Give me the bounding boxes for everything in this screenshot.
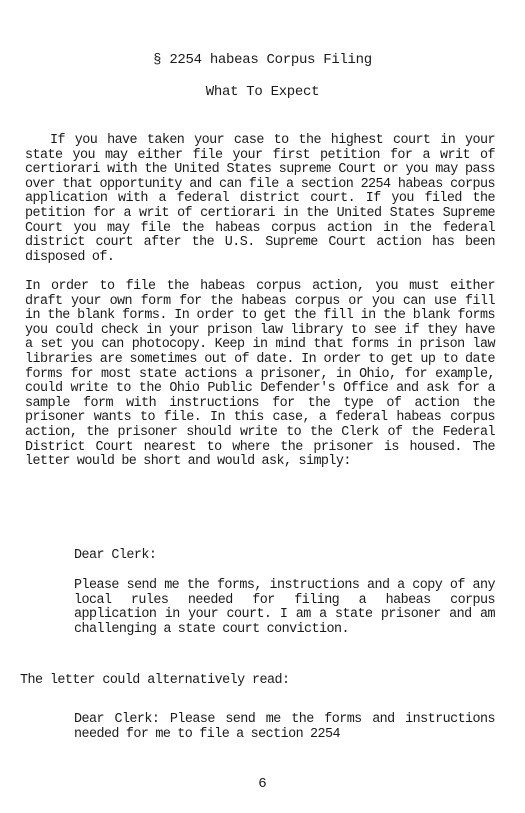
document-subtitle: What To Expect [205, 84, 320, 100]
paragraph-filing-options: If you have taken your case to the highest court in your state you may either file your first petition for a writ of certiorari with the United States supreme Court or you may pass over that opportunity and can file a section 2254 habeas corpus application with a federal district court. If you filed the petition for a writ of certiorari in the United States Supreme Court you may file the habeas corpus action in the federal district court after the U.S. Supreme Court action has been disposed of. [25, 133, 495, 265]
alternative-letter-intro: The letter could alternatively read: [20, 673, 290, 688]
sample-letter-body: Please send me the forms, instructions and a copy of any local rules needed for filing a habeas corpus application in your court. I am a state prisoner and am challenging a state court conviction. [74, 578, 495, 637]
letter-salutation: Dear Clerk: [74, 548, 157, 563]
paragraph-obtaining-forms: In order to file the habeas corpus action, you must either draft your own form for the habeas corpus or you can use fill in the blank forms. In order to get the fill in the blank forms you could check in your prison law library to see if they have a set you can photocopy. Keep in mind that forms in prison law libraries are sometimes out of date. In order to get up to date forms for most state actions a prisoner, in Ohio, for example, could write to the Ohio Public Defender's Office and ask for a sample form with instructions for the type of action the prisoner wants to file. In this case, a federal habeas corpus action, the prisoner should write to the Clerk of the Federal District Court nearest to where the prisoner is housed. The letter would be short and would ask, simply: [25, 279, 495, 470]
document-title: § 2254 habeas Corpus Filing [153, 52, 372, 68]
page-number: 6 [258, 776, 267, 792]
alternative-letter-body: Dear Clerk: Please send me the forms and instructions needed for me to file a section 2254 [74, 712, 495, 742]
